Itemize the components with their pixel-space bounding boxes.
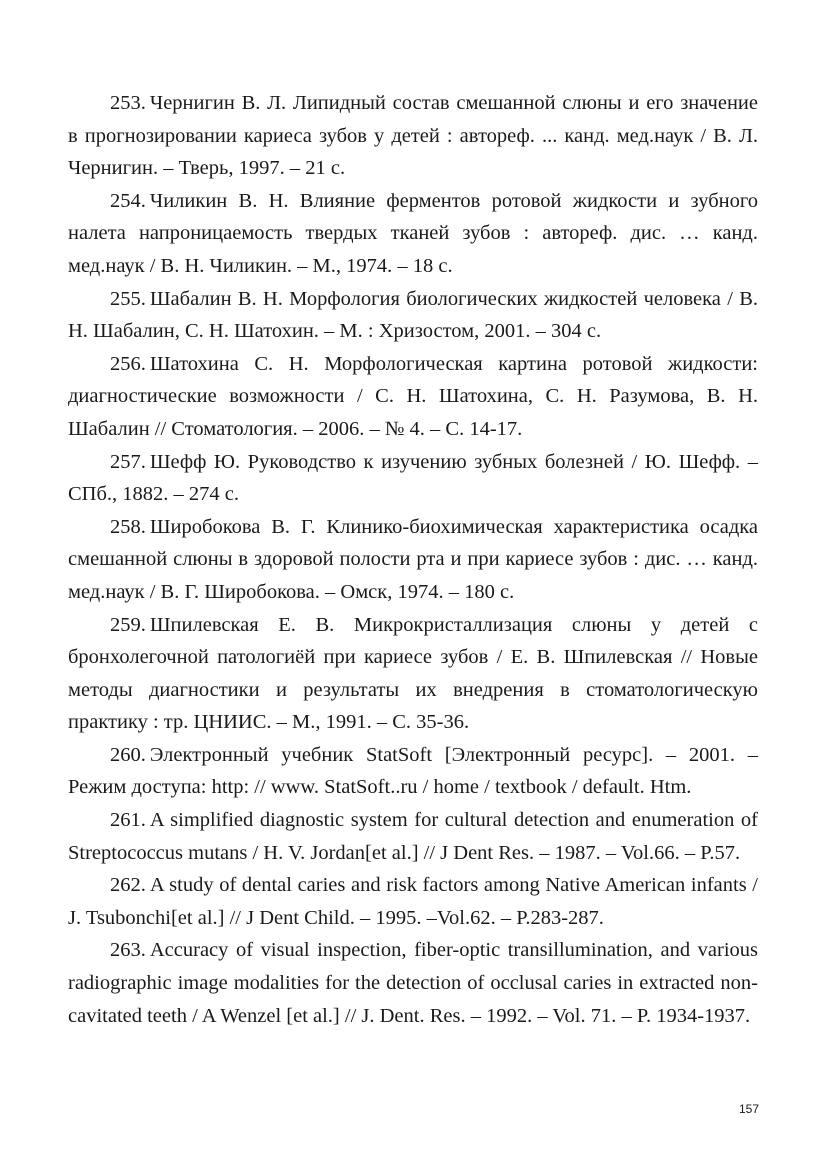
reference-item xyxy=(68,446,758,511)
reference-text: A study of dental caries and risk factors among Native American infants / J. Tsubonchi[et al.] // J Dent Child. – 1995. –Vol.62. – P.283-287. xyxy=(68,874,758,929)
reference-number: 259. xyxy=(110,613,146,636)
reference-text: Шабалин В. Н. Морфология биологических жидкостей человека / В. Н. Шабалин, С. Н. Шатохин. – М. : Хризостом, 2001. – 304 с. xyxy=(68,287,758,343)
reference-item xyxy=(68,283,758,348)
reference-list xyxy=(68,87,758,1032)
reference-number: 262. xyxy=(110,874,146,897)
reference-item xyxy=(68,804,758,869)
reference-text: Шпилевская Е. В. Микрокристаллизация слюны у детей с бронхолегочной патологиёй при кариесе зубов / Е. В. Шпилевская // Новые методы диагностики и результаты их внедрения в стоматологическую практику : тр. ЦНИИС. – М., 1991. – С. 35-36. xyxy=(68,613,758,734)
reference-number: 257. xyxy=(110,450,146,473)
reference-item xyxy=(68,511,758,609)
reference-number: 260. xyxy=(110,743,146,766)
reference-item xyxy=(68,739,758,804)
reference-text: Чернигин В. Л. Липидный состав смешанной слюны и его значение в прогнозировании кариеса зубов у детей : автореф. ... канд. мед.наук / В. Л. Чернигин. – Тверь, 1997. – 21 с. xyxy=(68,92,758,180)
reference-text: Шатохина С. Н. Морфологическая картина ротовой жидкости: диагностические возможности / С. Н. Шатохина, С. Н. Разумова, В. Н. Шабалин // Стоматология. – 2006. – № 4. – С. 14-17. xyxy=(68,352,758,440)
reference-item xyxy=(68,87,758,185)
reference-item xyxy=(68,185,758,283)
reference-text: A simplified diagnostic system for cultural detection and enumeration of Streptococcus mutans / H. V. Jordan[et al.] // J Dent Res. – 1987. – Vol.66. – P.57. xyxy=(68,809,758,864)
reference-number: 254. xyxy=(110,189,146,212)
reference-item xyxy=(68,934,758,1032)
reference-text: Шефф Ю. Руководство к изучению зубных болезней / Ю. Шефф. – СПб., 1882. – 274 с. xyxy=(68,450,758,506)
reference-text: Электронный учебник StatSoft [Электронный ресурс]. – 2001. – Режим доступа: http: // www. StatSoft..ru / home / textbook / default. Htm. xyxy=(68,743,758,799)
reference-item xyxy=(68,869,758,934)
page-number: 157 xyxy=(738,1102,759,1116)
reference-number: 263. xyxy=(110,939,146,962)
reference-item xyxy=(68,609,758,739)
reference-number: 258. xyxy=(110,515,146,538)
reference-text: Широбокова В. Г. Клинико-биохимическая характеристика осадка смешанной слюны в здоровой полости рта и при кариесе зубов : дис. … канд. мед.наук / В. Г. Широбокова. – Омск, 1974. – 180 с. xyxy=(68,515,758,603)
reference-number: 256. xyxy=(110,352,146,375)
reference-text: Чиликин В. Н. Влияние ферментов ротовой жидкости и зубного налета напроницаемость твердых тканей зубов : автореф. дис. … канд. мед.наук / В. Н. Чиликин. – М., 1974. – 18 с. xyxy=(68,189,758,277)
reference-number: 255. xyxy=(110,287,146,310)
reference-item xyxy=(68,348,758,446)
reference-text: Accuracy of visual inspection, fiber-optic transillumination, and various radiographic image modalities for the detection of occlusal caries in extracted non-cavitated teeth / A Wenzel [et al.] // J. Dent. Res. – 1992. – Vol. 71. – P. 1934-1937. xyxy=(68,939,758,1027)
reference-number: 253. xyxy=(110,92,146,114)
reference-number: 261. xyxy=(110,809,146,832)
